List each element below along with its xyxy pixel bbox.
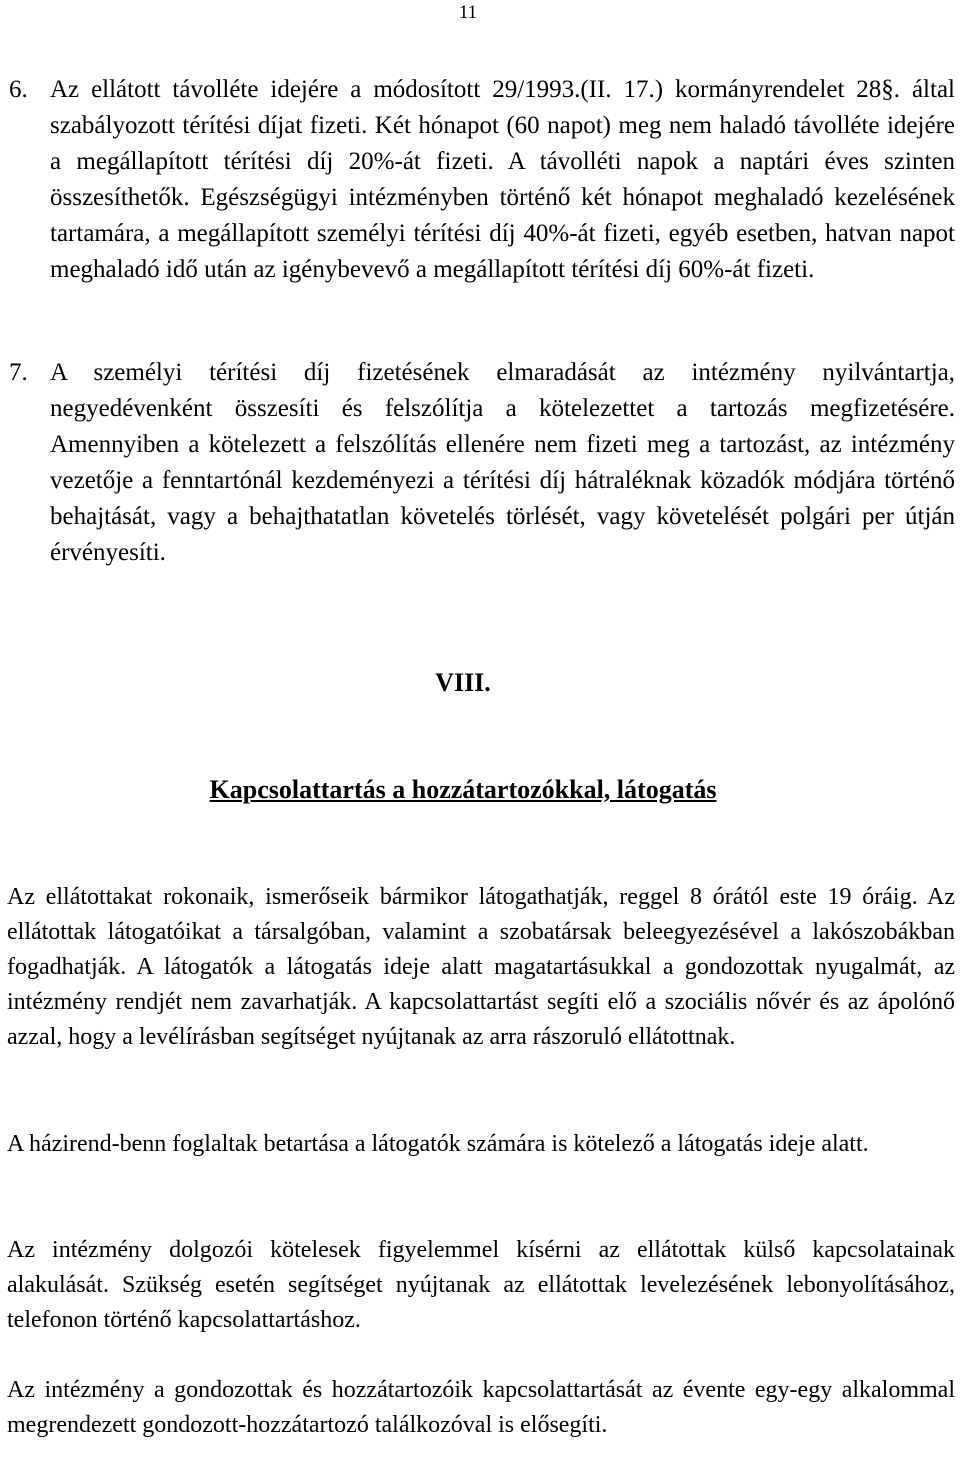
list-item-text: Az ellátott távolléte idejére a módosított 29/1993.(II. 17.) kormányrendelet 28§. által szabályozott térítési díjat fizeti. Két hónapot (60 napot) meg nem haladó távolléte idejére a megállapított térítési díj 20%-át fizeti. A távolléti napok a naptári éves szinten összesíthetők. Egészségügyi intézményben történő két hónapot meghaladó kezelésének tartamára, a megállapított személyi térítési díj 40%-át fizeti, egyéb esetben, hatvan napot meghaladó idő után az igénybevevő a megállapított térítési díj 60%-át fizeti. [50, 76, 955, 283]
page-number: 11 [458, 2, 478, 23]
paragraph-house-rules: A házirend-benn foglaltak betartása a látogatók számára is kötelező a látogatás ideje alatt. [7, 1131, 869, 1157]
list-item-text: A személyi térítési díj fizetésének elmaradását az intézmény nyilvántartja, negyedévenként összesíti és felszólítja a kötelezettet a tartozás megfizetésére. Amennyiben a kötelezett a felszólítás ellenére nem fizeti meg a tartozást, az intézmény vezetője a fenntartónál kezdeményezi a térítési díj hátraléknak közadók módjára történő behajtását, vagy a behajthatatlan követelés törlését, vagy követelését polgári per útján érvényesíti. [50, 359, 955, 566]
paragraph-staff-duties: Az intézmény dolgozói kötelesek figyelemmel kísérni az ellátottak külső kapcsolatainak alakulását. Szükség esetén segítséget nyújtanak az ellátottak levelezésének lebonyolításához, telefonon történő kapcsolattartáshoz. [7, 1237, 955, 1333]
list-item-6 [9, 72, 955, 288]
section-title: Kapcsolattartás a hozzátartozókkal, látogatás [209, 775, 717, 804]
list-item-number: 7. [9, 359, 28, 386]
paragraph-annual-meeting: Az intézmény a gondozottak és hozzátartozóik kapcsolattartását az évente egy-egy alkalommal megrendezett gondozott-hozzátartozó találkozóval is elősegíti. [7, 1377, 955, 1438]
section-number: VIII. [435, 668, 491, 697]
list-item-7 [9, 355, 955, 571]
paragraph-visiting-hours: Az ellátottakat rokonaik, ismerőseik bármikor látogathatják, reggel 8 órától este 19 óráig. Az ellátottak látogatóikat a társalgóban, valamint a szobatársak beleegyezésével a lakószobákban fogadhatják. A látogatók a látogatás ideje alatt magatartásukkal a gondozottak nyugalmát, az intézmény rendjét nem zavarhatják. A kapcsolattartást segíti elő a szociális nővér és az ápolónő azzal, hogy a levélírásban segítséget nyújtanak az arra rászoruló ellátottnak. [7, 884, 955, 1050]
list-item-number: 6. [9, 76, 28, 103]
